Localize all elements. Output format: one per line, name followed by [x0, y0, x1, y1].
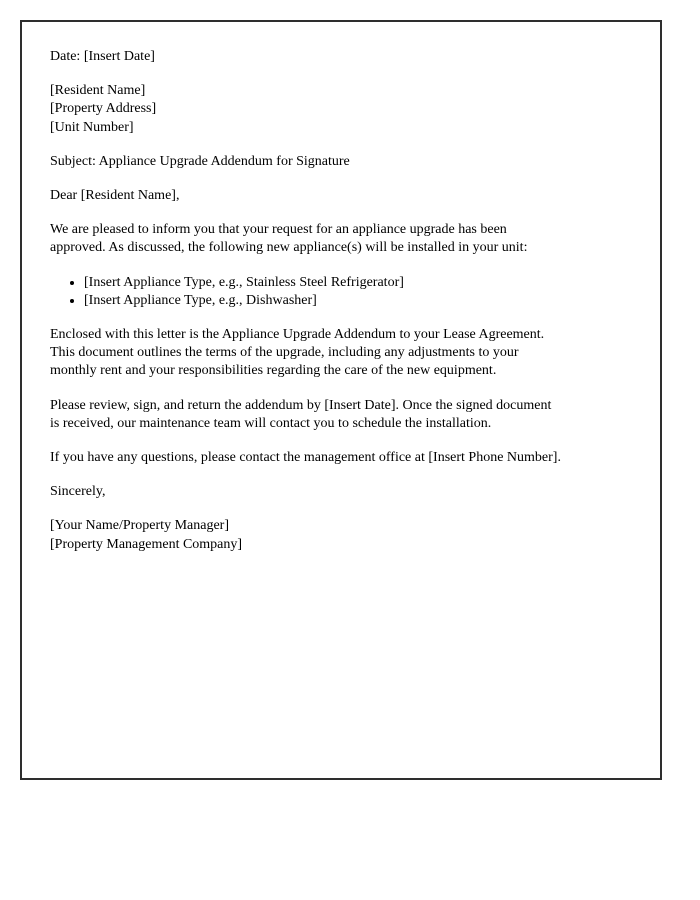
recipient-address-line: [Property Address]: [50, 101, 157, 117]
subject-line: [50, 153, 622, 171]
date-line-text: Date: [Insert Date]: [50, 49, 155, 64]
enclosure-paragraph: [50, 326, 622, 381]
paragraph-line: approved. As discussed, the following new appliance(s) will be installed in your unit:: [50, 240, 528, 256]
signature-block: [50, 517, 622, 553]
paragraph-line: We are pleased to inform you that your request for an appliance upgrade has been: [50, 222, 507, 238]
signature-name-line: [Your Name/Property Manager]: [50, 518, 229, 534]
intro-paragraph: [50, 221, 622, 257]
contact-paragraph: [50, 449, 622, 467]
paragraph-line: Please review, sign, and return the addendum by [Insert Date]. Once the signed document: [50, 397, 552, 413]
paragraph-line: If you have any questions, please contact the management office at [Insert Phone Number].: [50, 450, 561, 466]
recipient-name-line: [Resident Name]: [50, 83, 146, 99]
subject-line-text: Subject: Appliance Upgrade Addendum for Signature: [50, 153, 350, 169]
paragraph-line: This document outlines the terms of the upgrade, including any adjustments to your: [50, 345, 519, 361]
recipient-block: [50, 82, 622, 137]
appliance-list: [50, 274, 622, 310]
paragraph-line: is received, our maintenance team will contact you to schedule the installation.: [50, 415, 492, 431]
instructions-paragraph: [50, 397, 622, 433]
letter-page: [20, 20, 662, 780]
appliance-list-item: • [Insert Appliance Type, e.g., Dishwasher]: [84, 292, 622, 310]
salutation-text: Dear [Resident Name],: [50, 188, 180, 204]
signature-company-line: [Property Management Company]: [50, 536, 243, 552]
appliance-list-item: • [Insert Appliance Type, e.g., Stainless Steel Refrigerator]: [84, 274, 622, 292]
recipient-unit-line: [Unit Number]: [50, 119, 134, 135]
salutation: [50, 187, 622, 205]
date-line: [50, 48, 622, 66]
closing-text: Sincerely,: [50, 484, 106, 500]
closing: [50, 483, 622, 501]
paragraph-line: Enclosed with this letter is the Appliance Upgrade Addendum to your Lease Agreement.: [50, 327, 545, 343]
paragraph-line: monthly rent and your responsibilities regarding the care of the new equipment.: [50, 363, 497, 379]
